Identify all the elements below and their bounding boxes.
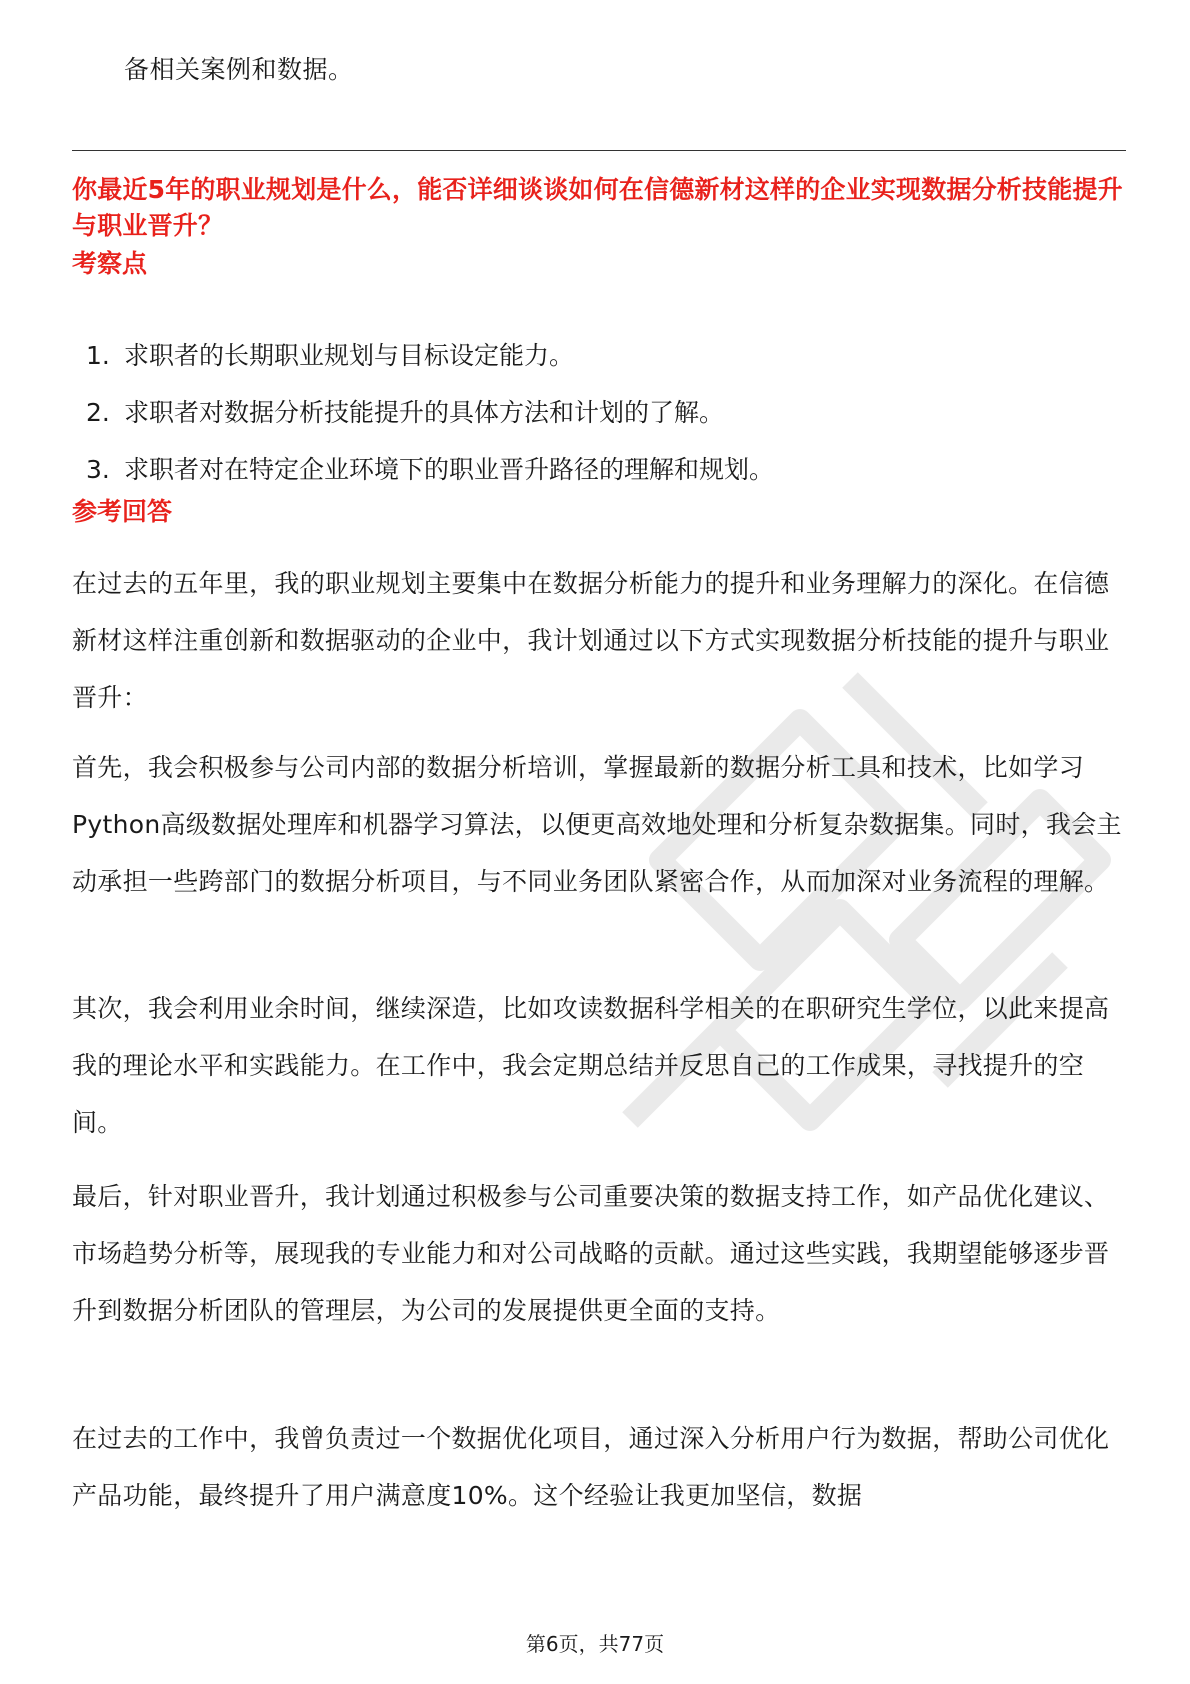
- section-divider: [72, 150, 1126, 151]
- reference-answer-title: 参考回答: [72, 497, 173, 526]
- continuation-text: 备相关案例和数据。: [124, 55, 354, 84]
- list-item-text: 求职者对在特定企业环境下的职业晋升路径的理解和规划。: [124, 455, 775, 484]
- list-item: [72, 395, 1132, 452]
- answer-paragraph: 最后，针对职业晋升，我计划通过积极参与公司重要决策的数据支持工作，如产品优化建议、市场趋势分析等，展现我的专业能力和对公司战略的贡献。通过这些实践，我期望能够逐步晋升到数据分析团队的管理层，为公司的发展提供更全面的支持。: [72, 1182, 1110, 1325]
- answer-paragraph: 在过去的五年里，我的职业规划主要集中在数据分析能力的提升和业务理解力的深化。在信德新材这样注重创新和数据驱动的企业中，我计划通过以下方式实现数据分析技能的提升与职业晋升：: [72, 569, 1110, 712]
- answer-paragraph: 首先，我会积极参与公司内部的数据分析培训，掌握最新的数据分析工具和技术，比如学习Python高级数据处理库和机器学习算法，以便更高效地处理和分析复杂数据集。同时，我会主动承担一些跨部门的数据分析项目，与不同业务团队紧密合作，从而加深对业务流程的理解。: [72, 753, 1122, 896]
- list-item-number: 1.: [86, 341, 110, 370]
- answer-paragraph: 其次，我会利用业余时间，继续深造，比如攻读数据科学相关的在职研究生学位，以此来提高我的理论水平和实践能力。在工作中，我会定期总结并反思自己的工作成果，寻找提升的空间。: [72, 994, 1110, 1137]
- answer-paragraph: 在过去的工作中，我曾负责过一个数据优化项目，通过深入分析用户行为数据，帮助公司优化产品功能，最终提升了用户满意度10%。这个经验让我更加坚信，数据: [72, 1424, 1110, 1510]
- list-item: [72, 338, 1132, 395]
- list-item-number: 3.: [86, 455, 110, 484]
- question-heading: 你最近5年的职业规划是什么，能否详细谈谈如何在信德新材这样的企业实现数据分析技能提升与职业晋升？: [72, 175, 1123, 240]
- examination-points-title: 考察点: [72, 249, 148, 278]
- list-item: [72, 452, 1132, 509]
- list-item-text: 求职者的长期职业规划与目标设定能力。: [124, 341, 575, 370]
- list-item-text: 求职者对数据分析技能提升的具体方法和计划的了解。: [124, 398, 725, 427]
- list-item-number: 2.: [86, 398, 110, 427]
- page-footer: 第6页，共77页: [525, 1632, 665, 1656]
- examination-points-list: [72, 338, 1132, 509]
